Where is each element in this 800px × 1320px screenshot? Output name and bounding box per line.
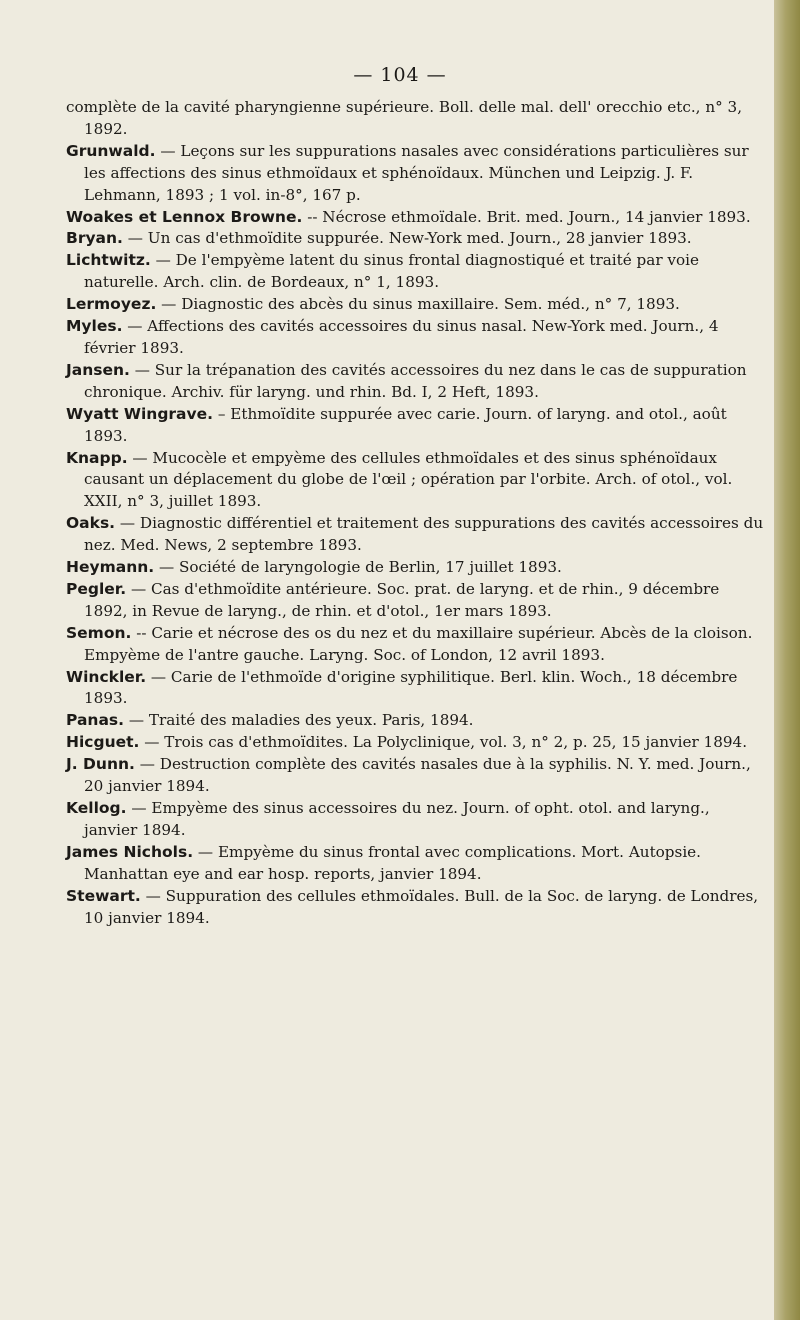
entry-text: — Sur la trépanation des cavités accessoires du nez dans le cas de suppuration chronique. Archiv. für laryng. und rhin. Bd. I, 2 Heft, 1893. — [84, 360, 747, 401]
entry-text: — Empyème des sinus accessoires du nez. Journ. of opht. otol. and laryng., janvier 1894. — [84, 799, 710, 839]
bibliography-entry — [66, 579, 766, 623]
entry-author: Wyatt Wingrave. — [66, 404, 214, 423]
bibliography-entry — [66, 513, 766, 557]
entry-author: Woakes et Lennox Browne. — [66, 207, 303, 226]
entry-author: Jansen. — [66, 360, 130, 379]
bibliography-entry — [66, 250, 766, 294]
bibliography-entry — [66, 798, 766, 842]
entry-text: — Cas d'ethmoïdite antérieure. Soc. prat. de laryng. et de rhin., 9 décembre 1892, in Revue de laryng., de rhin. et d'otol., 1er mars 1893. — [84, 579, 720, 620]
entry-author: Bryan. — [66, 229, 123, 248]
entry-author: Hicguet. — [66, 733, 140, 752]
entry-text: — Destruction complète des cavités nasales due à la syphilis. N. Y. med. Journ., 20 janvier 1894. — [84, 755, 751, 796]
entry-author: Myles. — [66, 317, 123, 336]
bibliography-entry — [66, 886, 766, 930]
entry-text: — Société de laryngologie de Berlin, 17 juillet 1893. — [154, 558, 562, 577]
entry-author: Oaks. — [66, 514, 116, 533]
bibliography-entry — [66, 732, 766, 754]
bibliography-entry — [66, 294, 766, 316]
entry-author: Winckler. — [66, 667, 147, 686]
entry-author: Pegler. — [66, 579, 127, 598]
page-number: — 104 — — [353, 64, 447, 86]
bibliography-entry — [66, 842, 766, 886]
entry-text: -- Nécrose ethmoïdale. Brit. med. Journ., 14 janvier 1893. — [302, 207, 751, 226]
bibliography-entry — [66, 207, 766, 229]
bibliography-entry — [66, 141, 766, 207]
bibliography-entry — [66, 710, 766, 732]
book-spine-edge — [774, 0, 800, 1320]
bibliography-list — [66, 97, 766, 929]
entry-text: -- Carie et nécrose des os du nez et du maxillaire supérieur. Abcès de la cloison. Empyème de l'antre gauche. Laryng. Soc. of London, 12 avril 1893. — [84, 623, 753, 664]
bibliography-entry — [66, 404, 766, 448]
entry-text: — Diagnostic des abcès du sinus maxillaire. Sem. méd., n° 7, 1893. — [156, 295, 680, 314]
entry-author: Lichtwitz. — [66, 251, 151, 270]
entry-author: Kellog. — [66, 799, 127, 817]
bibliography-entry — [66, 360, 766, 404]
bibliography-entry — [66, 754, 766, 798]
entry-text: — Trois cas d'ethmoïdites. La Polyclinique, vol. 3, n° 2, p. 25, 15 janvier 1894. — [139, 733, 748, 752]
entry-author: Knapp. — [66, 448, 128, 467]
entry-text: — Diagnostic différentiel et traitement des suppurations des cavités accessoires du nez. Med. News, 2 septembre 1893. — [84, 514, 764, 555]
bibliography-entry — [66, 228, 766, 250]
bibliography-entry — [66, 623, 766, 667]
entry-text: — De l'empyème latent du sinus frontal diagnostiqué et traité par voie naturelle. Arch. clin. de Bordeaux, n° 1, 1893. — [84, 251, 699, 292]
entry-author: Panas. — [66, 711, 125, 730]
entry-text: — Leçons sur les suppurations nasales avec considérations particulières sur les affections des sinus ethmoïdaux et sphénoïdaux. München und Leipzig. J. F. Lehmann, 1893 ; 1 vol. in-8°, 167 p. — [84, 141, 749, 204]
entry-text: — Suppuration des cellules ethmoïdales. Bull. de la Soc. de laryng. de Londres, 10 janvier 1894. — [84, 886, 759, 927]
bibliography-entry — [66, 316, 766, 360]
entry-text: — Mucocèle et empyème des cellules ethmoïdales et des sinus sphénoïdaux causant un déplacement du globe de l'œil ; opération par l'orbite. Arch. of otol., vol. XXII, n° 3, juillet 1893. — [84, 448, 733, 511]
entry-author: Heymann. — [66, 558, 155, 577]
bibliography-entry — [66, 448, 766, 514]
entry-author: Stewart. — [66, 886, 141, 905]
entry-text: — Un cas d'ethmoïdite suppurée. New-York med. Journ., 28 janvier 1893. — [122, 229, 692, 248]
entry-author: Semon. — [66, 623, 132, 642]
entry-text: – Ethmoïdite suppurée avec carie. Journ. of laryng. and otol., août 1893. — [84, 404, 727, 445]
bibliography-entry — [66, 667, 766, 711]
entry-author: James Nichols. — [66, 842, 194, 861]
bibliography-entry: complète de la cavité pharyngienne supérieure. Boll. delle mal. dell' orecchio etc., n° 3, 1892. — [66, 98, 743, 138]
entry-author: Grunwald. — [66, 141, 156, 160]
bibliography-entry — [66, 557, 766, 579]
entry-author: J. Dunn. — [66, 755, 135, 774]
entry-text: — Empyème du sinus frontal avec complications. Mort. Autopsie. Manhattan eye and ear hosp. reports, janvier 1894. — [84, 842, 702, 883]
entry-text: — Traité des maladies des yeux. Paris, 1894. — [124, 711, 474, 730]
entry-author: Lermoyez. — [66, 295, 157, 314]
entry-text: — Carie de l'ethmoïde d'origine syphilitique. Berl. klin. Woch., 18 décembre 1893. — [84, 667, 738, 708]
entry-text: — Affections des cavités accessoires du sinus nasal. New-York med. Journ., 4 février 1893. — [84, 317, 719, 357]
